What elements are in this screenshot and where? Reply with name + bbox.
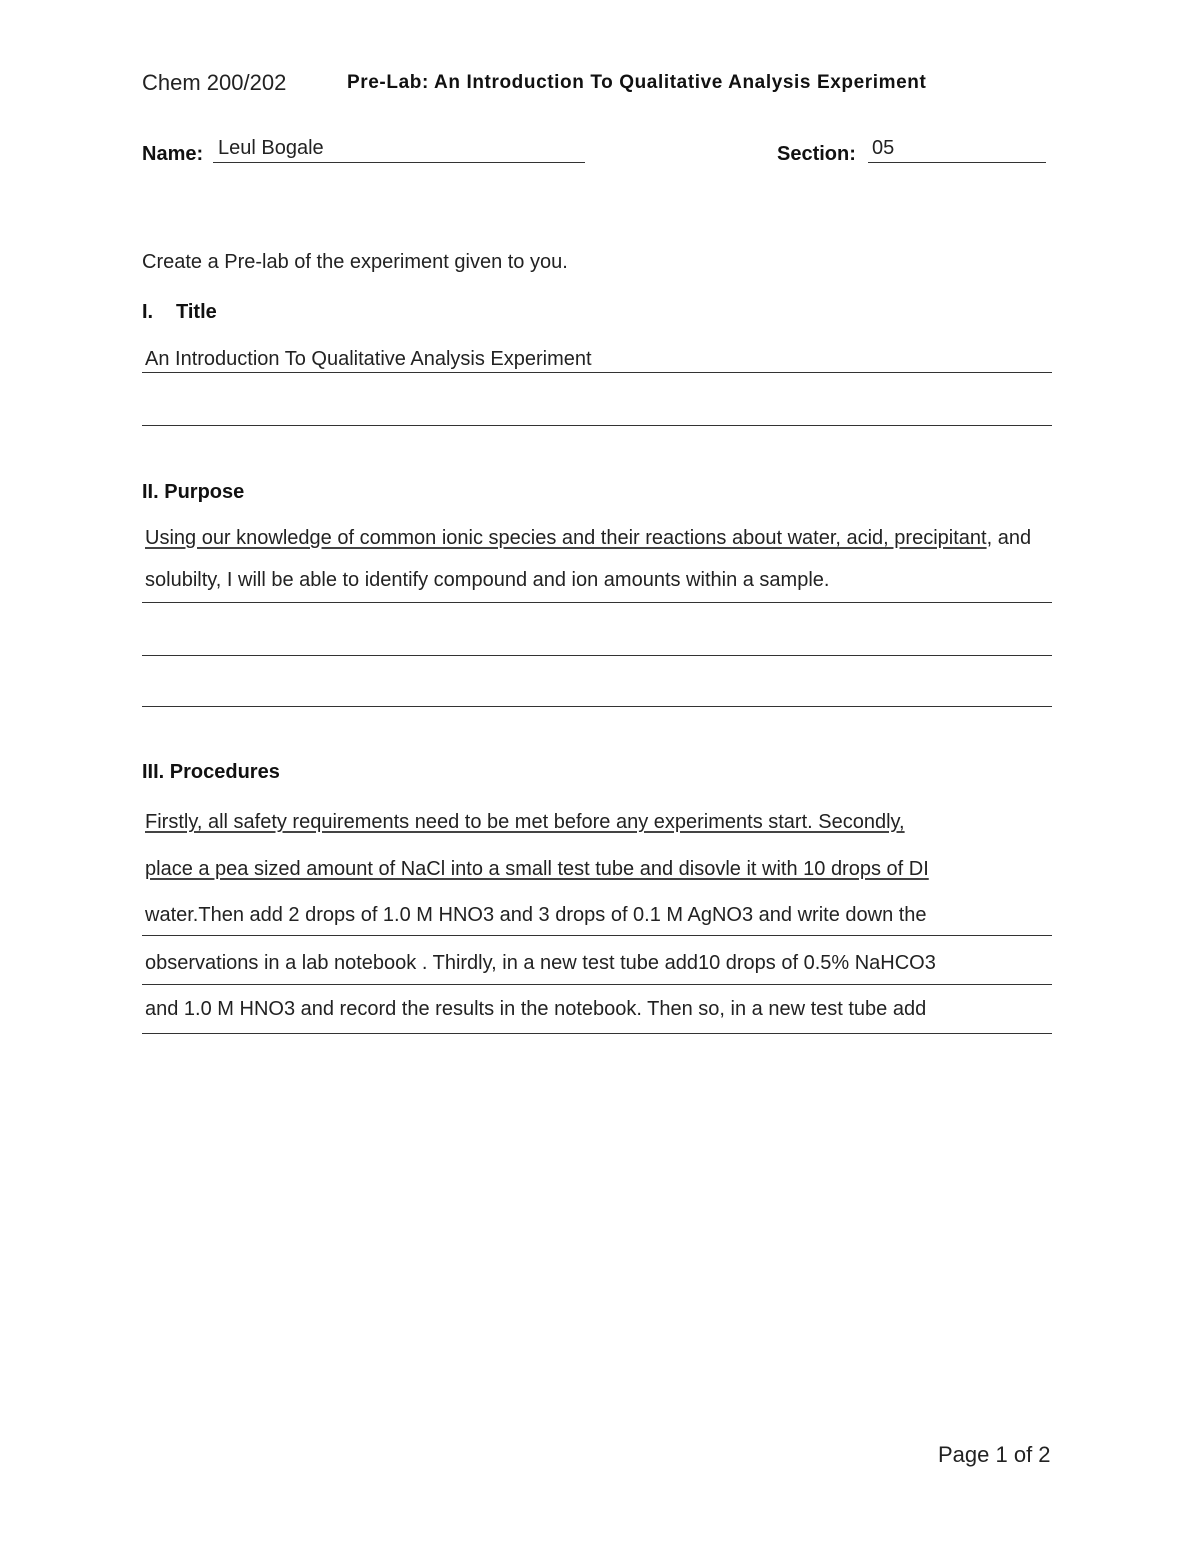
purpose-heading: II. Purpose bbox=[142, 481, 245, 503]
purpose-line-3 bbox=[142, 706, 1052, 707]
procedures-answer-line-3[interactable]: water.Then add 2 drops of 1.0 M HNO3 and 3 drops of 0.1 M AgNO3 and write down the bbox=[145, 904, 927, 926]
section-field[interactable]: 05 bbox=[872, 137, 895, 159]
instructions-text: Create a Pre-lab of the experiment given to you. bbox=[142, 251, 568, 273]
procedures-text-2: place a pea sized amount of NaCl into a small test tube and disovle it with 10 drops of DI bbox=[145, 858, 929, 880]
procedures-line-4 bbox=[142, 984, 1052, 985]
procedures-line-5 bbox=[142, 1033, 1052, 1034]
name-field[interactable]: Leul Bogale bbox=[218, 137, 324, 159]
name-underline bbox=[213, 162, 585, 163]
title-section-number: I. bbox=[142, 301, 154, 323]
purpose-line-1 bbox=[142, 602, 1052, 603]
section-underline bbox=[868, 162, 1046, 163]
procedures-answer-line-2[interactable] bbox=[145, 858, 929, 881]
course-code: Chem 200/202 bbox=[142, 70, 287, 95]
title-answer[interactable]: An Introduction To Qualitative Analysis Experiment bbox=[145, 348, 592, 370]
purpose-text-1: Using our knowledge of common ionic species and their reactions about water, acid, precipitant bbox=[145, 527, 987, 549]
section-label: Section: bbox=[777, 143, 856, 165]
purpose-answer-line-2[interactable]: solubilty, I will be able to identify compound and ion amounts within a sample. bbox=[145, 569, 830, 591]
document-title: Pre-Lab: An Introduction To Qualitative Analysis Experiment bbox=[347, 72, 927, 93]
purpose-line-2 bbox=[142, 655, 1052, 656]
procedures-line-3 bbox=[142, 935, 1052, 936]
page-number: Page 1 of 2 bbox=[938, 1442, 1051, 1467]
purpose-answer-line-1[interactable] bbox=[145, 527, 1031, 550]
procedures-answer-line-5[interactable]: and 1.0 M HNO3 and record the results in the notebook. Then so, in a new test tube add bbox=[145, 998, 927, 1020]
title-answer-line-1 bbox=[142, 372, 1052, 373]
title-answer-line-2 bbox=[142, 425, 1052, 426]
title-section-heading: Title bbox=[176, 301, 217, 323]
procedures-heading: III. Procedures bbox=[142, 761, 280, 783]
purpose-text-1-tail: , and bbox=[986, 527, 1032, 549]
procedures-answer-line-1[interactable] bbox=[145, 811, 905, 834]
procedures-answer-line-4[interactable]: observations in a lab notebook . Thirdly, in a new test tube add10 drops of 0.5% NaHCO3 bbox=[145, 952, 936, 974]
procedures-text-1: Firstly, all safety requirements need to be met before any experiments start. Secondly, bbox=[145, 811, 905, 833]
name-label: Name: bbox=[142, 143, 204, 165]
